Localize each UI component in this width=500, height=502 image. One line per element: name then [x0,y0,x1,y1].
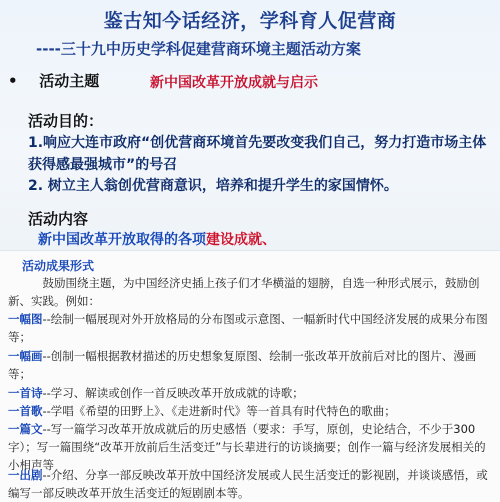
outcome-key: 一出剧 [8,468,43,482]
content-line-red: 建设成就 [206,232,262,248]
outcome-item [8,402,496,420]
outcome-item [8,310,496,346]
outcome-key: 一首诗 [8,386,43,400]
outcome-key: 一首歌 [8,404,43,418]
content-line-end: 、 [262,232,276,248]
outcome-text: --绘制一幅展现对外开放格局的分布图或示意图、一幅新时代中国经济发展的成果分布图等； [8,312,488,344]
outcome-item [8,466,496,502]
outcome-item [8,384,496,402]
purpose-heading: 活动目的： [28,112,104,130]
purpose-item-2: 2. 树立主人翁创优营商意识，培养和提升学生的家国情怀。 [28,178,398,194]
outcome-text: --创制一幅根据教材描述的历史想象复原图、绘制一张改革开放前后对比的图片、漫画等； [8,349,477,381]
outcome-text: --介绍、分享一部反映改革开放中国经济发展或人民生活变迁的影视剧，并谈谈感悟，或编写一部反映改革开放生活变迁的短剧剧本等。 [8,468,488,500]
outcome-key: 一篇文 [8,422,43,436]
outcome-text: --写一篇学习改革开放成就后的历史感悟（要求：手写，原创，史论结合，不少于300字）；写一篇围绕“改革开放前后生活变迁”与长辈进行的访谈摘要；创作一篇与经济发展相关的小相声等 [8,422,486,472]
page-title: 鉴古知今话经济，学科育人促营商 [103,10,397,32]
content-line-blue: 新中国改革开放取得的各项 [38,232,206,248]
bullet-icon: • [8,72,18,90]
slide-panel [0,0,500,250]
content-heading: 活动内容 [28,210,89,228]
page-subtitle: ----三十九中历史学科促建营商环境主题活动方案 [36,40,361,58]
theme-value: 新中国改革开放成就与启示 [150,75,318,91]
outcome-key: 一幅图 [8,312,43,326]
outcomes-heading: 活动成果形式 [22,259,95,273]
theme-row [8,70,99,91]
outcome-text: --学唱《希望的田野上》、《走进新时代》等一首具有时代特色的歌曲； [42,404,396,418]
purpose-item-1: 1.响应大连市政府“创优营商环境首先要改变我们自己，努力打造市场主体获得感最强城市”的号召 [28,135,487,173]
content-line [38,229,276,249]
theme-label: 活动主题 [39,72,100,90]
outcomes-intro: 鼓励围绕主题，为中国经济史插上孩子们才华横溢的翅膀，自选一种形式展示，鼓励创新、实践。例如： [8,276,480,308]
outcome-key: 一幅画 [8,349,43,363]
outcome-item [8,347,496,383]
outcome-text: --学习、解读或创作一首反映改革开放成就的诗歌； [42,386,304,400]
